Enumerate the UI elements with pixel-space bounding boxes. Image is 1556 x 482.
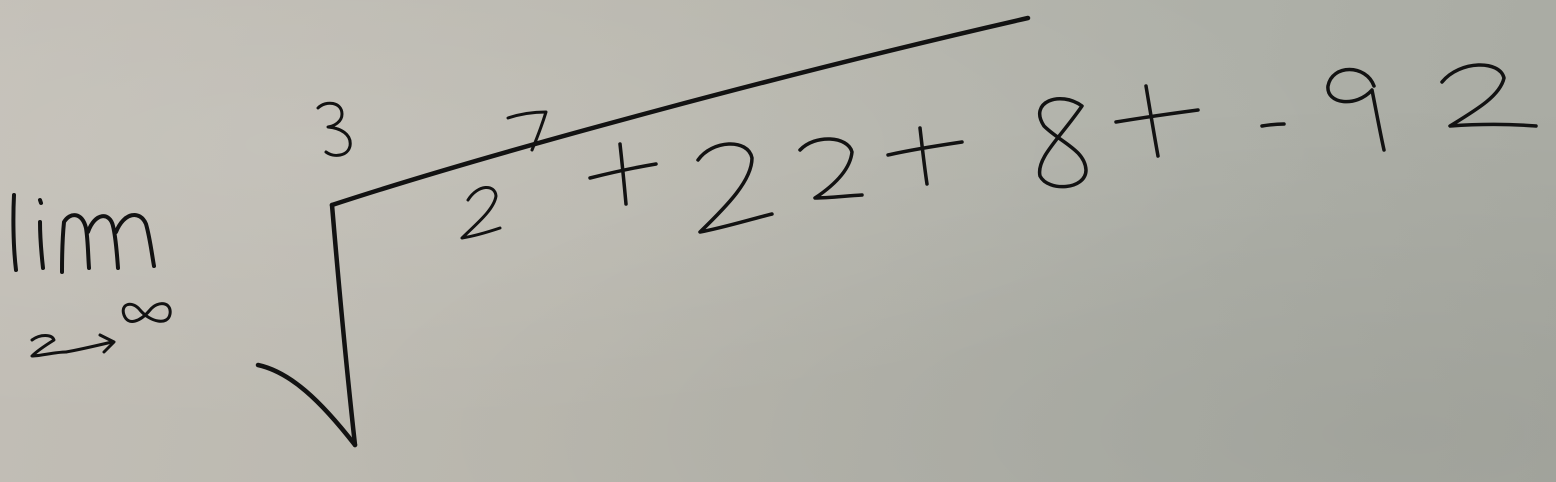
lim-word xyxy=(13,195,154,272)
term-8z xyxy=(1040,99,1086,187)
digit-9 xyxy=(1328,70,1384,151)
radicand-text xyxy=(14,477,22,478)
term-z7 xyxy=(462,112,546,238)
limit-subscript xyxy=(32,304,170,356)
plus-2 xyxy=(888,128,962,184)
radical-sign xyxy=(258,18,1028,445)
full-expression-text xyxy=(23,477,43,478)
plus-3 xyxy=(1116,86,1198,156)
term-z2 xyxy=(800,139,862,198)
expression-transcript xyxy=(8,477,44,478)
root-index-3 xyxy=(318,103,350,155)
plus-1 xyxy=(590,144,656,204)
term-z-final xyxy=(1442,65,1536,126)
digit-2 xyxy=(698,144,772,232)
minus-sign xyxy=(1262,124,1284,126)
